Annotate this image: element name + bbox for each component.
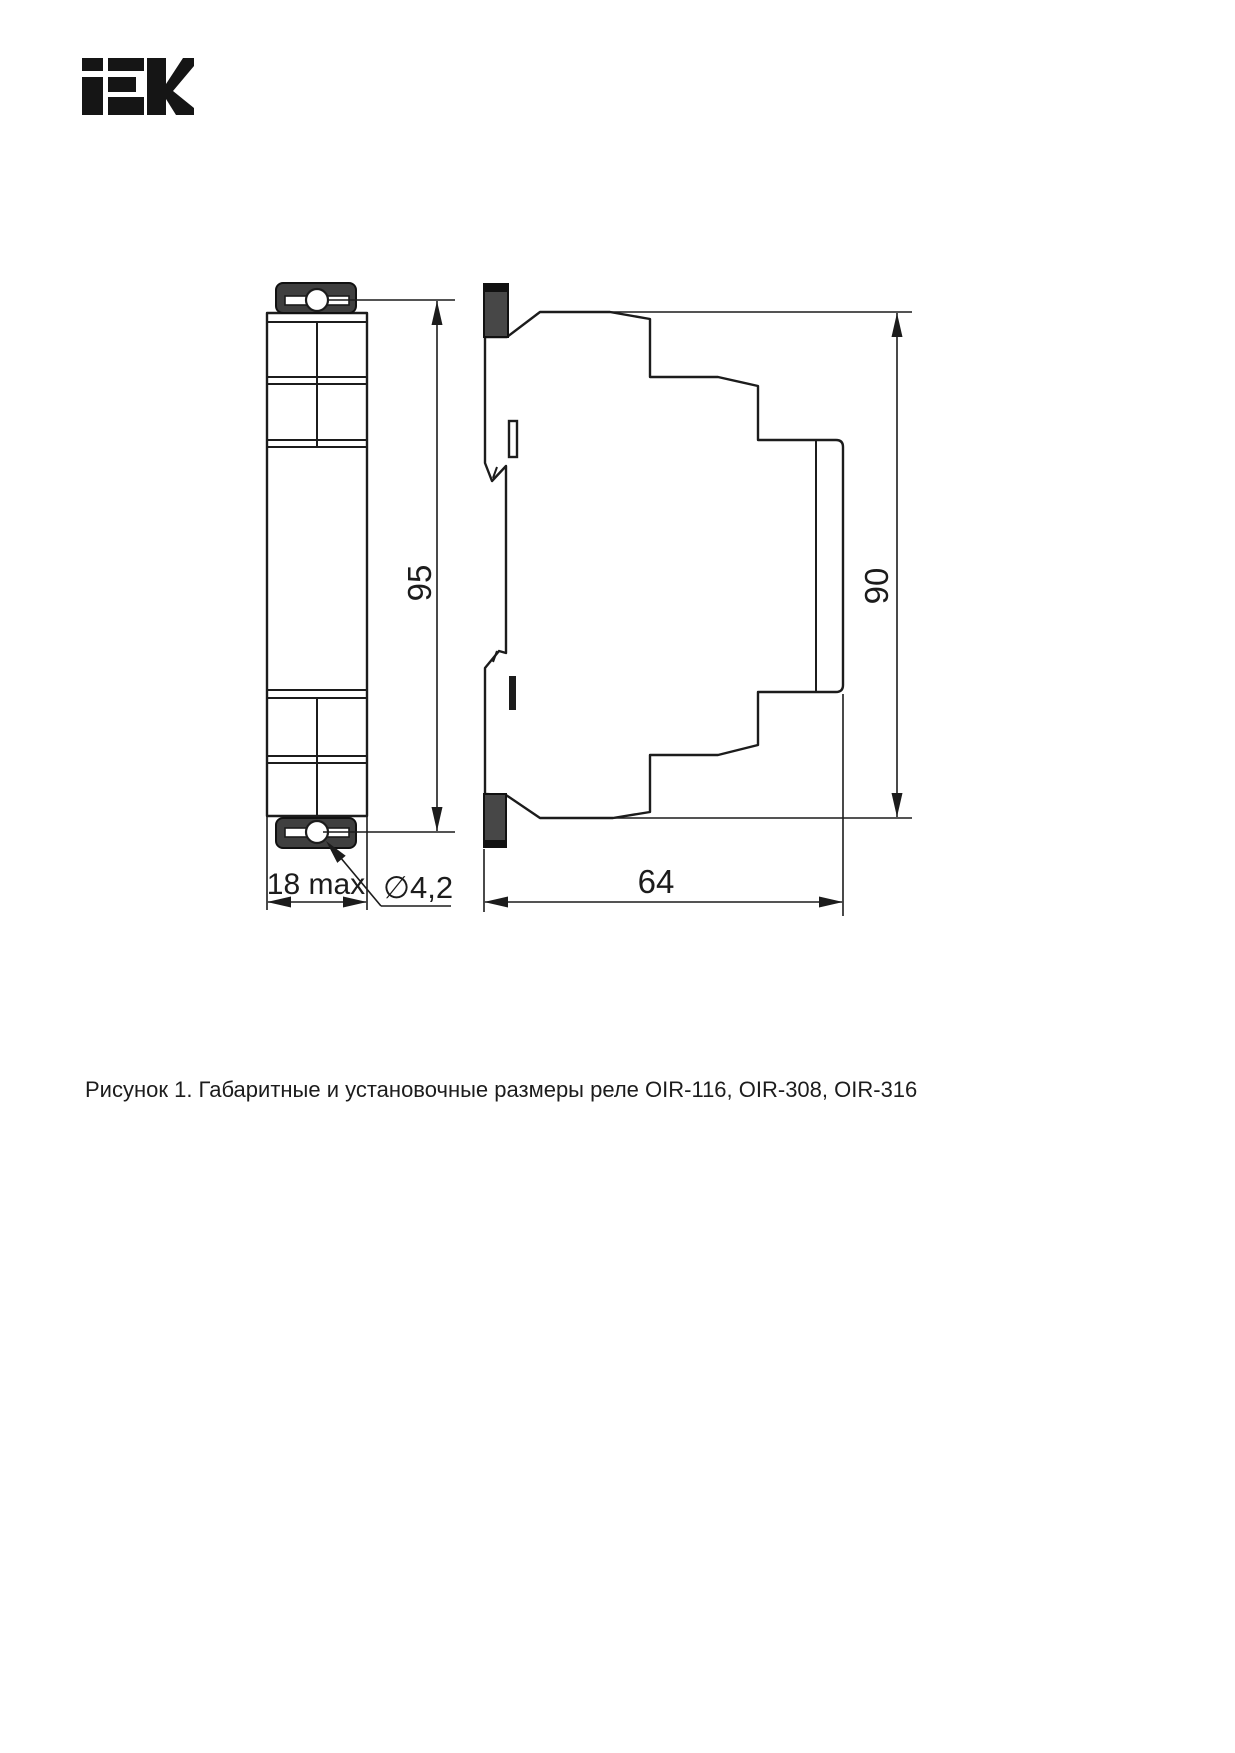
- side-view: [483, 283, 912, 916]
- side-lower-slot: [509, 676, 516, 710]
- dim-95-label: 95: [401, 564, 438, 602]
- dim-64-arrow-right: [819, 897, 843, 908]
- dim-18max-label: 18 max: [266, 868, 366, 901]
- figure-caption: Рисунок 1. Габаритные и установочные размеры реле OIR-116, OIR-308, OIR-316: [85, 1077, 918, 1102]
- dim-90-arrow-down: [892, 793, 903, 817]
- side-upper-slot: [509, 421, 517, 457]
- dim-95-arrow-up: [432, 301, 443, 325]
- side-top-din-clip: [483, 283, 509, 337]
- side-bottom-din-clip: [483, 794, 507, 848]
- front-bottom-mount-tab: [276, 818, 356, 848]
- dim-hole-label: ∅4,2: [383, 870, 454, 905]
- side-body-profile: [485, 312, 843, 818]
- dim-90-label: 90: [858, 567, 895, 605]
- dim-64-label: 64: [637, 863, 675, 900]
- dim-95-arrow-down: [432, 807, 443, 831]
- dim-90-arrow-up: [892, 313, 903, 337]
- dim-64-arrow-left: [484, 897, 508, 908]
- front-top-mount-hole: [306, 289, 328, 311]
- front-view: [267, 283, 455, 910]
- front-top-mount-tab: [276, 283, 356, 313]
